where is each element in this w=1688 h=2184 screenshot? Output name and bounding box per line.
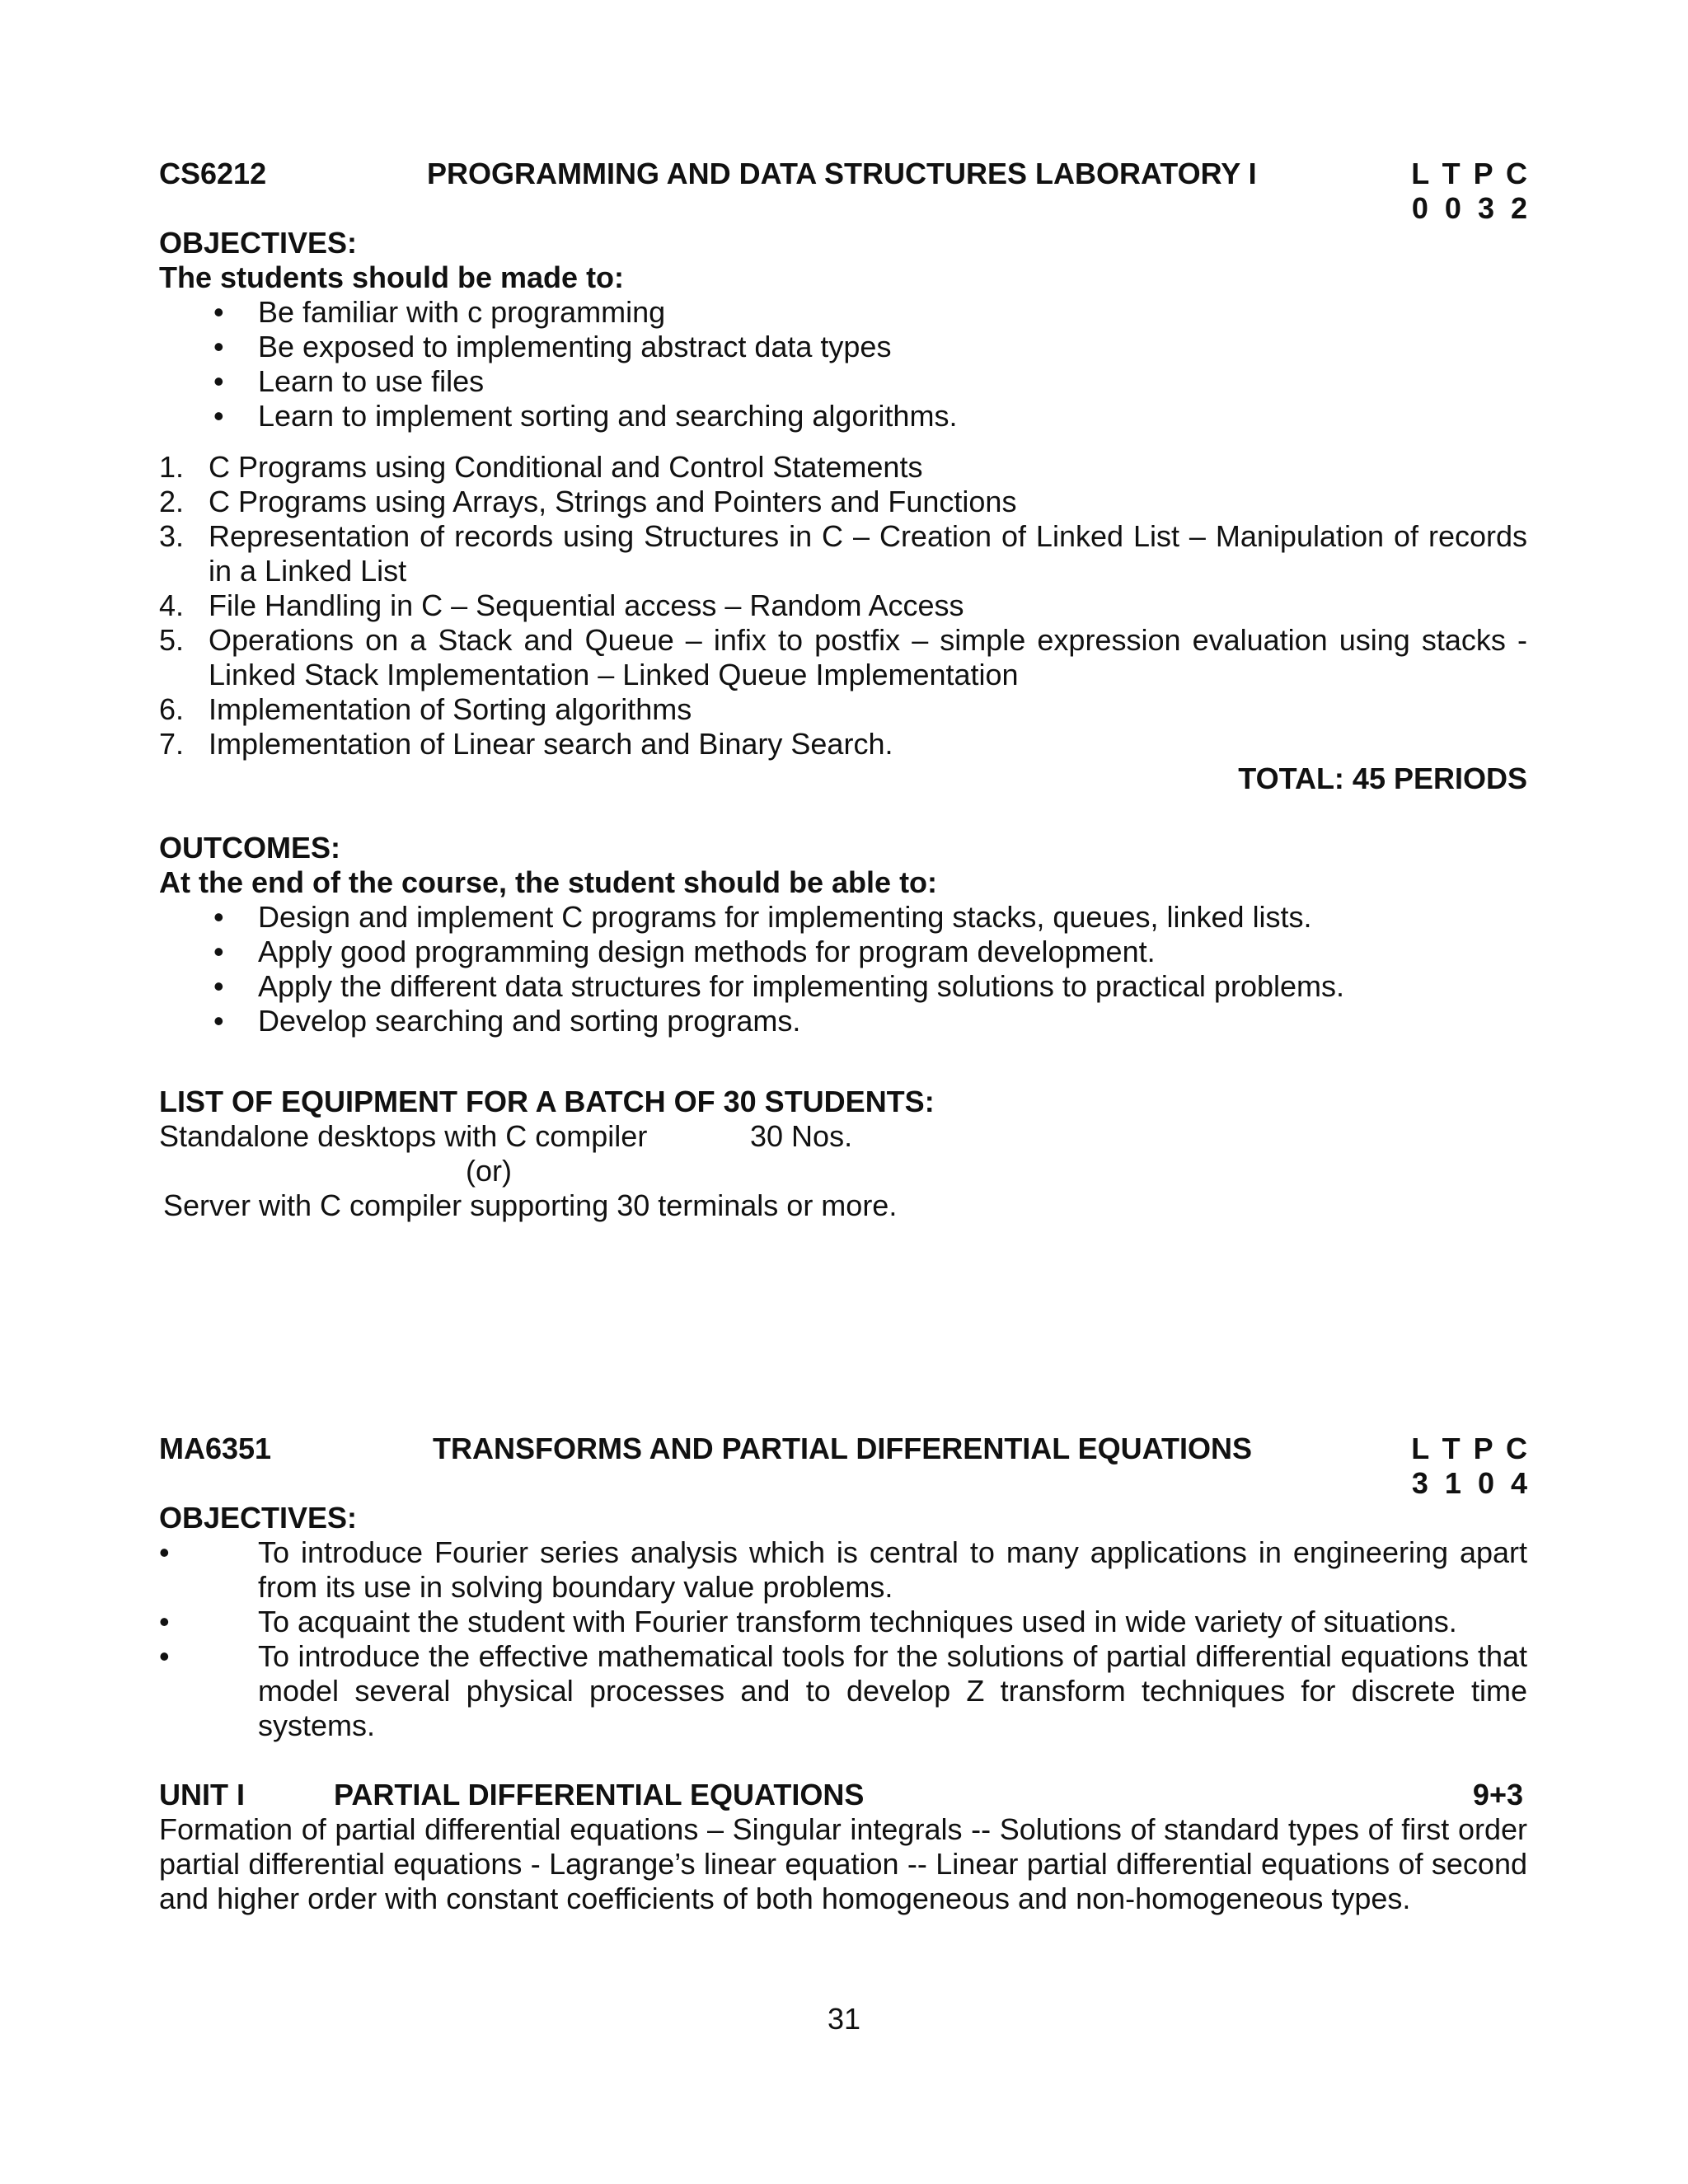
course-title: TRANSFORMS AND PARTIAL DIFFERENTIAL EQUATIONS — [433, 1432, 1252, 1465]
equipment-alt: Server with C compiler supporting 30 terminals or more. — [163, 1188, 898, 1222]
list-item: • To introduce Fourier series analysis which is central to many applications in engineering apart from its use in solving boundary value problems. — [159, 1535, 1527, 1604]
course-code: CS6212 — [159, 157, 267, 190]
unit-text: Formation of partial differential equations – Singular integrals -- Solutions of standard types of first order partial differential equations - Lagrange’s linear equation -- Linear partial differential equations of second and higher order with constant coefficients of both homogeneous and non-homogeneous types. — [159, 1812, 1527, 1915]
unit-hours: 9+3 — [1472, 1778, 1523, 1811]
ltpc-label: L T P C — [1411, 1432, 1527, 1465]
list-item: 2. C Programs using Arrays, Strings and Pointers and Functions — [159, 485, 1017, 518]
list-item: • Learn to implement sorting and searching algorithms. — [213, 399, 958, 433]
objectives-heading: OBJECTIVES: — [159, 1501, 358, 1535]
objectives-list — [159, 1535, 1527, 1743]
course-ma6351 — [159, 1432, 1527, 1916]
outcomes-intro: At the end of the course, the student should be able to: — [159, 865, 938, 899]
bullet-icon: • — [159, 1639, 170, 1673]
course-header — [159, 1432, 1527, 1466]
bullet-icon: • — [213, 935, 224, 968]
bullet-icon: • — [159, 1605, 170, 1638]
ltpc-label: L T P C — [1411, 157, 1527, 190]
ltpc-values: 3 1 0 4 — [1411, 1466, 1527, 1500]
list-item: • To acquaint the student with Fourier transform techniques used in wide variety of situations. — [159, 1605, 1457, 1638]
equipment-heading: LIST OF EQUIPMENT FOR A BATCH OF 30 STUDENTS: — [159, 1085, 935, 1118]
unit-header — [159, 1778, 1527, 1812]
list-item: 6. Implementation of Sorting algorithms — [159, 692, 692, 726]
outcomes-heading: OUTCOMES: — [159, 831, 340, 865]
list-item: • To introduce the effective mathematical tools for the solutions of partial differential equations that model several physical processes and to develop Z transform techniques for discrete time systems. — [159, 1639, 1527, 1742]
list-item: • Design and implement C programs for implementing stacks, queues, linked lists. — [213, 900, 1312, 934]
list-item: 5. Operations on a Stack and Queue – infix to postfix – simple expression evaluation using stacks - Linked Stack Implementation – Linked Queue Implementation — [159, 623, 1527, 691]
bullet-icon: • — [213, 330, 224, 363]
list-item: 7. Implementation of Linear search and Binary Search. — [159, 727, 893, 761]
bullet-icon: • — [213, 969, 224, 1003]
bullet-icon: • — [213, 1004, 224, 1038]
bullet-icon: • — [159, 1535, 170, 1569]
equipment-row — [159, 1119, 1527, 1154]
experiments-list — [159, 450, 1527, 762]
list-item: • Apply good programming design methods for program development. — [213, 935, 1156, 968]
page-number: 31 — [827, 2002, 861, 2036]
course-title: PROGRAMMING AND DATA STRUCTURES LABORATORY I — [427, 157, 1257, 190]
list-item: 4. File Handling in C – Sequential access – Random Access — [159, 588, 964, 622]
list-item: • Develop searching and sorting programs. — [213, 1004, 801, 1038]
equipment-item: Standalone desktops with C compiler — [159, 1119, 648, 1153]
course-header — [159, 157, 1527, 191]
bullet-icon: • — [213, 364, 224, 398]
list-item: • Be exposed to implementing abstract data types — [213, 330, 892, 363]
bullet-icon: • — [213, 295, 224, 329]
bullet-icon: • — [213, 900, 224, 934]
list-item: • Apply the different data structures for implementing solutions to practical problems. — [213, 969, 1344, 1003]
total-periods: TOTAL: 45 PERIODS — [1238, 762, 1527, 795]
objectives-intro: The students should be made to: — [159, 260, 625, 294]
equipment-or: (or) — [466, 1154, 512, 1188]
outcomes-list — [159, 900, 1527, 1038]
list-item: 3. Representation of records using Structures in C – Creation of Linked List – Manipulation of records in a Linked List — [159, 519, 1527, 588]
unit-title: PARTIAL DIFFERENTIAL EQUATIONS — [334, 1778, 865, 1811]
list-item: • Be familiar with c programming — [213, 295, 666, 329]
ltpc-values: 0 0 3 2 — [1411, 191, 1527, 225]
equipment-qty: 30 Nos. — [750, 1119, 853, 1153]
list-item: 1. C Programs using Conditional and Control Statements — [159, 450, 923, 484]
course-code: MA6351 — [159, 1432, 272, 1465]
list-item: • Learn to use files — [213, 364, 485, 398]
bullet-icon: • — [213, 399, 224, 433]
objectives-heading: OBJECTIVES: — [159, 226, 358, 260]
unit-label: UNIT I — [159, 1778, 245, 1811]
course-cs6212 — [159, 157, 1527, 1223]
objectives-list — [159, 295, 1527, 434]
